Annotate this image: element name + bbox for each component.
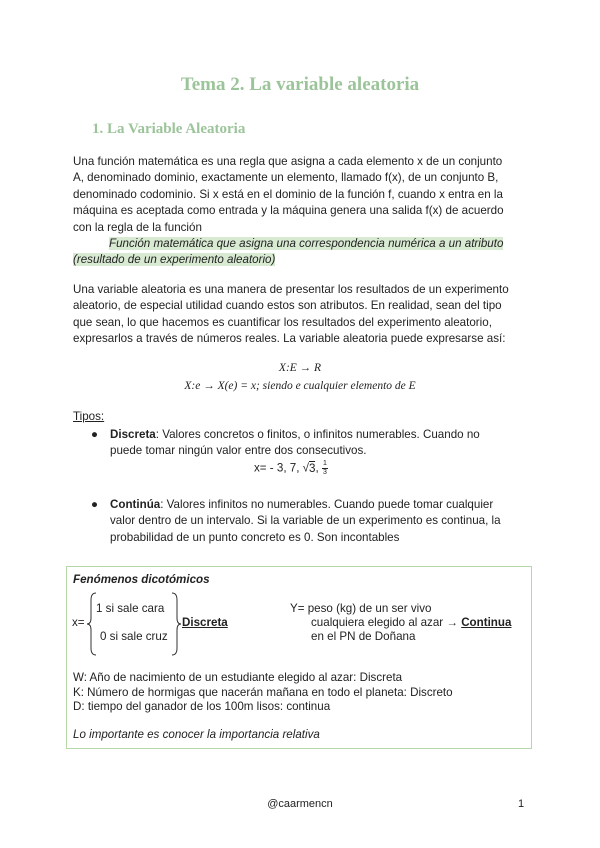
example-item: W: Año de nacimiento de un estudiante elegido al azar: Discreta [73,671,403,684]
x-equals: x= [72,616,85,629]
examples-list [73,671,453,715]
variable-paragraph [73,282,533,348]
continua-term: Continúa [110,498,161,511]
intro-line: denominado codominio. Si x está en el dominio de la función f, cuando x entra en la [73,187,503,201]
examples-box [66,566,532,749]
discreta-item [110,427,540,460]
y-definition-cont [311,616,511,629]
box-note: Lo importante es conocer la importancia relativa [73,728,320,741]
fraction-denominator: 3 [322,469,327,476]
variable-line: expresarlos a través de números reales. La variable aleatoria puede expresarse así: [73,332,506,346]
formula-mapping: X:E → R [278,362,322,374]
discreta-label: Discreta [182,616,228,629]
page-number: 1 [518,798,525,810]
continua-text: probabilidad de un punto concreto es 0. Son incontables [110,530,400,544]
intro-line: A, denominado dominio, exactamente un elemento, llamado f(x), de un conjunto B, [73,171,499,185]
y-definition-text: cualquiera elegido al azar → [311,616,458,629]
case-tails: 0 si sale cruz [100,630,168,643]
example-separator: , [315,461,319,475]
box-heading: Fenómenos dicotómicos [73,573,210,586]
continua-item [110,497,540,546]
example-item: D: tiempo del ganador de los 100m lisos: continua [73,700,331,714]
y-definition: Y= peso (kg) de un ser vivo [290,602,432,615]
bullet-icon: ● [91,498,99,511]
bullet-icon: ● [91,428,99,441]
discreta-term: Discreta [110,428,156,441]
continua-text: valor dentro de un intervalo. Si la variable de un experimento es continua, la [110,514,501,528]
y-definition-end: en el PN de Doñana [311,630,416,643]
section-heading: 1. La Variable Aleatoria [92,121,246,137]
variable-line: aleatorio, de especial utilidad cuando estos son atributos. En realidad, sean del tipo [73,299,502,313]
discreta-text: : Valores concretos o finitos, o infinitos numerables. Cuando no [155,428,480,441]
types-label: Tipos: [73,410,105,423]
intro-line: máquina es aceptada como entrada y la máquina genera una salida f(x) de acuerdo [73,204,504,218]
highlight-line: Función matemática que asigna una correspondencia numérica a un atributo [109,237,504,251]
example-item: K: Número de hormigas que nacerán mañana en todo el planeta: Discreto [73,685,453,699]
formula-definition: X:e → X(e) = x; siendo e cualquier elemento de E [184,380,416,392]
page-title: Tema 2. La variable aleatoria [180,74,420,95]
continua-label: Continua [461,616,512,629]
variable-line: que sean, lo que hacemos es cuantificar los resultados del experimento aleatorio, [73,315,492,329]
case-heads: 1 si sale cara [96,602,165,615]
fraction [322,460,328,477]
example-values: x= - 3, 7, √ [254,461,310,475]
discreta-example [254,460,328,477]
intro-line: con la regla de la función [73,220,202,234]
variable-line: Una variable aleatoria es una manera de presentar los resultados de un experimento [73,283,509,296]
discreta-text: puede tomar ningún valor entre dos consecutivos. [110,444,367,458]
continua-text: : Valores infinitos no numerables. Cuando puede tomar cualquier [160,498,494,511]
example-radicand: 3 [309,461,316,475]
highlight-line: (resultado de un experimento aleatorio) [73,253,276,267]
intro-line: Una función matemática es una regla que asigna a cada elemento x de un conjunto [73,155,503,168]
right-brace-icon [170,592,182,656]
footer-author: @caarmencn [267,798,333,810]
intro-paragraph [73,154,533,269]
fraction-numerator: 1 [322,460,327,467]
